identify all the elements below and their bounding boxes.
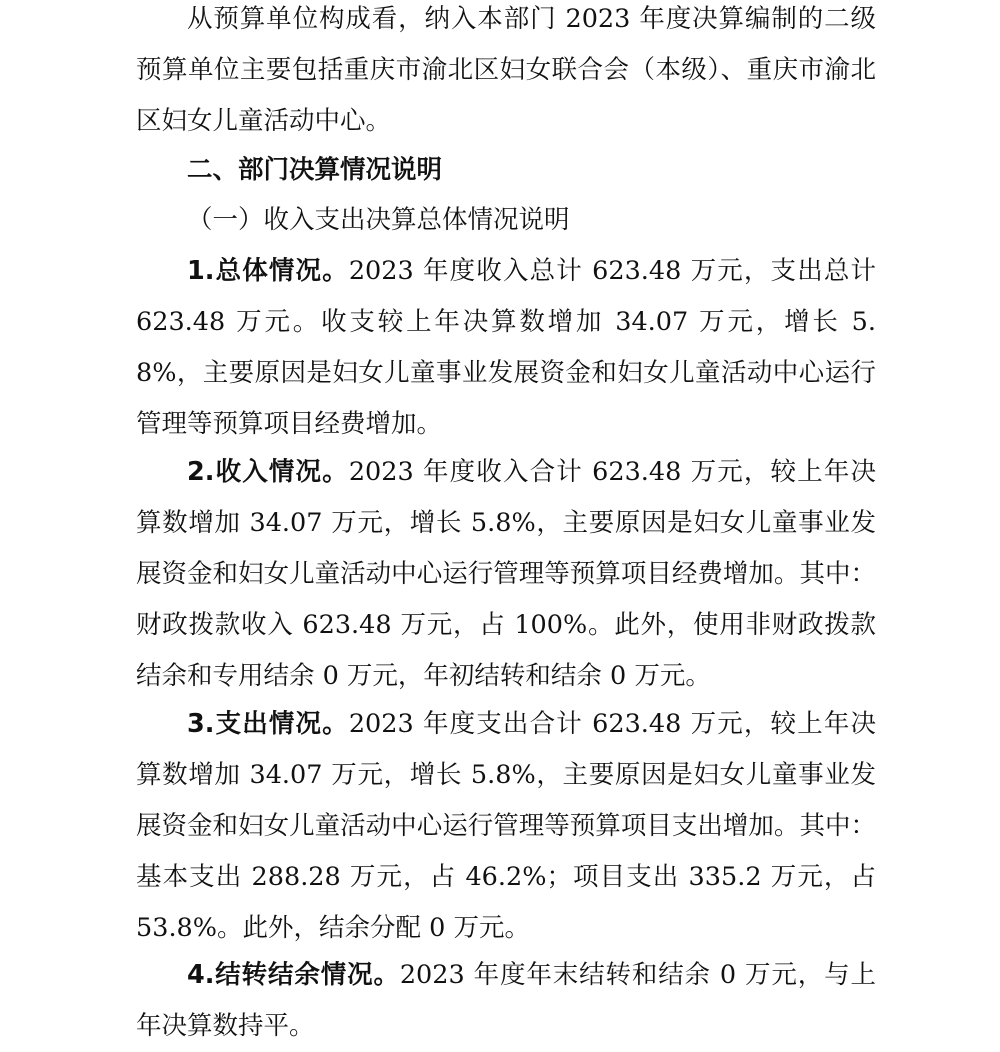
item-expenditure-body: 2023 年度支出合计 623.48 万元，较上年决算数增加 34.07 万元，增长 5.8%，主要原因是妇女儿童事业发展资金和妇女儿童活动中心运行管理等预算项目支出增加。其中：基本支出 288.28 万元，占 46.2%；项目支出 335.2 万元，占 53.8%。此外，结余分配 0 万元。: [136, 709, 876, 943]
item-carryover-lead: 4.结转结余情况。: [187, 960, 400, 990]
item-carryover-body: 2023 年度年末结转和结余 0 万元，与上年决算数持平。: [136, 960, 876, 1041]
section-heading: 二、部门决算情况说明: [187, 155, 443, 185]
item-income: [136, 447, 876, 702]
item-overall-lead: 1.总体情况。: [187, 256, 349, 286]
item-overall-body: 2023 年度收入总计 623.48 万元，支出总计 623.48 万元。收支较上年决算数增加 34.07 万元，增长 5.8%，主要原因是妇女儿童事业发展资金和妇女儿童活动中心运行管理等预算项目经费增加。: [136, 256, 876, 439]
item-income-body: 2023 年度收入合计 623.48 万元，较上年决算数增加 34.07 万元，增长 5.8%，主要原因是妇女儿童事业发展资金和妇女儿童活动中心运行管理等预算项目经费增加。其中：财政拨款收入 623.48 万元，占 100%。此外，使用非财政拨款结余和专用结余 0 万元，年初结转和结余 0 万元。: [136, 457, 876, 691]
intro-paragraph: 从预算单位构成看，纳入本部门 2023 年度决算编制的二级预算单位主要包括重庆市渝北区妇女联合会（本级）、重庆市渝北区妇女儿童活动中心。: [136, 4, 876, 136]
item-expenditure: [136, 699, 876, 954]
subsection-heading: （一）收入支出决算总体情况说明: [187, 205, 570, 235]
item-expenditure-lead: 3.支出情况。: [187, 709, 349, 739]
item-carryover: [136, 950, 876, 1052]
item-overall: [136, 246, 876, 450]
item-income-lead: 2.收入情况。: [187, 457, 349, 487]
